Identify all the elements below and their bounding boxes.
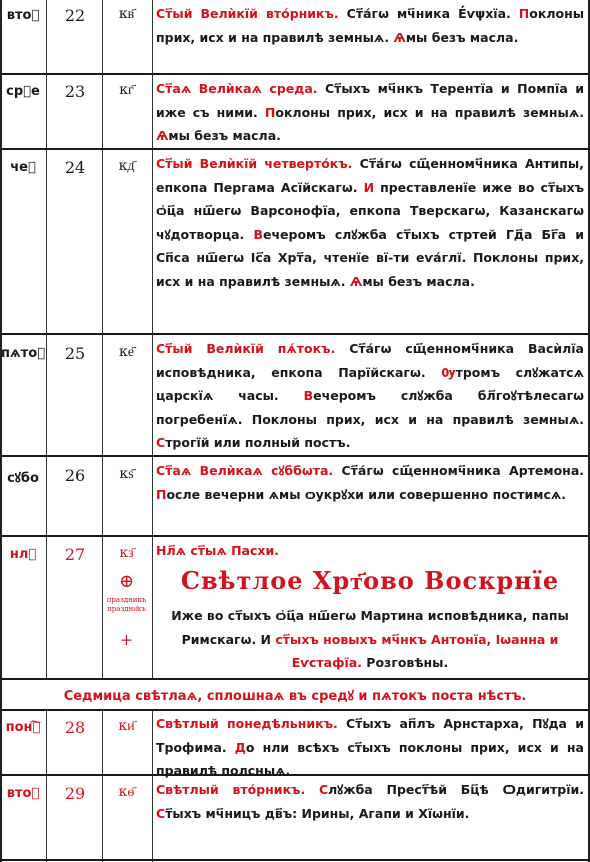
weekday-label: нлⷣ (9, 547, 37, 562)
weekday-label: срⷣе (6, 84, 40, 99)
entry-segment: т҃ыхъ мч҃ницъ дв҃ъ: Ирины, Агапи и Хїѡнїи. (165, 805, 470, 821)
row-divider (0, 535, 590, 537)
entry-segment: трогїй или полный постъ. (165, 435, 351, 450)
initial-letter: Д (226, 739, 246, 755)
entry-segment: преставленїе иже во ст҃ыхъ ѻ҆ц҃а нш҃егѡ Варсонофїа, епкопа Тверскагѡ, Казанскагѡ чꙋдотворца. (156, 179, 584, 242)
entry-segment: ст҃ыхъ новыхъ мч҃нкъ Антонїа, Іѡанна и Еѵстафїа. (271, 631, 559, 670)
great-feast-icon: ⊕ (118, 571, 135, 592)
slavonic-numeral: ке҃ (119, 344, 134, 360)
entry-segment: Ст҃а́гѡ мч҃ника Е҆́ѵψхїа. (338, 6, 511, 21)
date-number: 27 (64, 545, 86, 564)
feast-rank-label: праздникъ праздни҃къ (106, 596, 147, 613)
entry-segment: лꙋжба Прест҃ѣй Бц҃ѣ Ѻдигитрїи. (328, 782, 584, 797)
slavonic-numeral: кд҃ (118, 158, 135, 174)
row-divider (0, 709, 590, 711)
entry-segment: Иже во ст҃ыхъ ѻ҆ц҃а нш҃егѡ Мартина исповѣдника, папы Римскагѡ. И (171, 608, 569, 647)
entry-text (156, 604, 584, 675)
date-number: 29 (64, 784, 86, 803)
feast-title: Ст҃аѧ Велѝкаѧ среда. (156, 81, 318, 96)
entry-segment: Розговѣны. (361, 655, 449, 670)
entry-segment: Ст҃ыхъ мч҃нкъ Терентїа и Помпїа и иже съ ними. (156, 81, 584, 120)
feast-title: Ст҃ый Велѝкїй вто́рникъ. (156, 6, 339, 21)
column-divider-day-2 (46, 710, 47, 862)
weekday-label: чеⷮ (10, 160, 36, 175)
entry-segment: тромъ слꙋжатсѧ царскїѧ часы. (156, 364, 584, 403)
weekday-label: сꙋбо (7, 471, 39, 486)
entry-segment: ечеромъ слꙋжба ст҃ыхъ стртей Гд҃а Бг҃а и Сп҃са нш҃егѡ Іс҃а Хрт҃а, чтенїе вї-ти еѵа́глї. Поклоны прих, исх и на правилѣ земныѧ. (156, 226, 584, 289)
column-divider-ord (152, 0, 153, 678)
slavonic-numeral: кв҃ (118, 6, 135, 22)
initial-letter: П (257, 104, 276, 120)
entry-text (156, 337, 584, 455)
feast-title: Ст҃аѧ Велѝкаѧ сꙋббѡта. (156, 463, 334, 478)
entry-text (156, 539, 584, 563)
initial-letter: П (156, 486, 167, 502)
weekday-label: пѧтоⷦ (0, 346, 46, 361)
slavonic-numeral: кѳ҃ (118, 784, 135, 800)
date-number: 23 (64, 82, 86, 101)
initial-letter: С (305, 782, 329, 797)
initial-letter: Ѧ (349, 273, 363, 289)
entry-segment: ечеромъ слꙋжба бл҃гоꙋтѣлесагѡ погребенїѧ. Поклоны прих, исх и на правилѣ земныѧ. (156, 388, 584, 427)
row-divider (0, 148, 590, 150)
entry-segment: осле вечерни ѧмы ѻукрꙋхи или совершенно постимсѧ. (166, 486, 567, 502)
column-divider-day (46, 0, 47, 678)
entry-segment: о нли всѣхъ ст҃ыхъ поклоны прих, исх и на правилѣ полсныѧ. (156, 739, 584, 778)
date-number: 26 (64, 466, 86, 485)
feast-title: Ст҃ый Велѝкїй четверто́къ. (156, 156, 353, 171)
entry-segment: оклоны прих, исх и на правилѣ земныѧ. (156, 6, 585, 45)
entry-segment: оклоны прих, исх и на правилѣ земныѧ. (275, 104, 584, 120)
date-number: 24 (64, 158, 86, 177)
entry-text (156, 152, 584, 293)
slavonic-numeral: ки҃ (118, 718, 135, 734)
initial-letter: И (357, 179, 375, 195)
date-number: 22 (64, 6, 86, 25)
entry-segment: Ст҃а́гѡ сщ҃енномч҃ника Антипы, епкопа Пергама Асїйскагѡ. (156, 156, 584, 195)
feast-title: Свѣтлый вто́рникъ. (156, 782, 306, 797)
slavonic-numeral: кѕ҃ (119, 466, 134, 482)
row-divider (0, 73, 590, 75)
initial-letter: Ѹ (425, 364, 456, 380)
entry-segment: Ст҃а́гѡ сщ҃енномч҃ника Артемона. (333, 463, 585, 478)
entry-text (156, 77, 584, 148)
entry-segment: мы безъ масла. (362, 273, 475, 289)
feast-title: Нл҃ѧ ст҃ыѧ Пасхи. (156, 543, 279, 558)
initial-letter: С (156, 805, 166, 821)
row-divider (0, 455, 590, 457)
date-number: 25 (64, 344, 86, 363)
entry-segment: Ст҃ыхъ ап҃лъ Арнстарха, Пꙋда и Трофима. (156, 716, 585, 755)
initial-letter: В (244, 226, 263, 242)
row-divider (0, 678, 590, 680)
weekday-label: втоⷬ (6, 786, 40, 801)
initial-letter: С (156, 435, 166, 450)
entry-segment: Ст҃а́гѡ сщ҃енномч҃ника Васѝлїа исповѣдника, епкопа Парїйскагѡ. (156, 341, 584, 380)
entry-text (156, 778, 584, 825)
bright-week-banner: Седмица свѣтлаѧ, сплошнаѧ въ средꙋ и пѧтокъ поста нѣстъ. (63, 689, 527, 704)
feast-title: Ст҃ый Велѝкїй пѧ́токъ. (156, 341, 336, 356)
entry-text (156, 712, 584, 783)
weekday-label: втоⷬ (6, 8, 40, 23)
weekday-label: понⷭ҇ (5, 720, 41, 735)
column-divider-ord-2 (152, 710, 153, 862)
initial-letter: Ѧ (393, 29, 406, 45)
row-divider (0, 333, 590, 335)
feast-title: Свѣтлый понедѣльникъ. (156, 716, 338, 731)
bottom-border (0, 859, 590, 861)
cross-icon: + (119, 630, 134, 649)
initial-letter: Ѧ (156, 128, 169, 143)
entry-text (156, 2, 584, 49)
initial-letter: П (510, 6, 530, 21)
easter-heading: Свѣтлое Хрт҃ово Воскрнїе (180, 566, 560, 595)
slavonic-numeral: кг҃ (119, 82, 134, 98)
entry-text (156, 459, 584, 506)
entry-segment: мы безъ масла. (405, 29, 519, 45)
initial-letter: В (278, 388, 314, 403)
slavonic-numeral: кз҃ (119, 545, 134, 561)
entry-segment: мы безъ масла. (168, 128, 281, 143)
date-number: 28 (64, 718, 86, 737)
